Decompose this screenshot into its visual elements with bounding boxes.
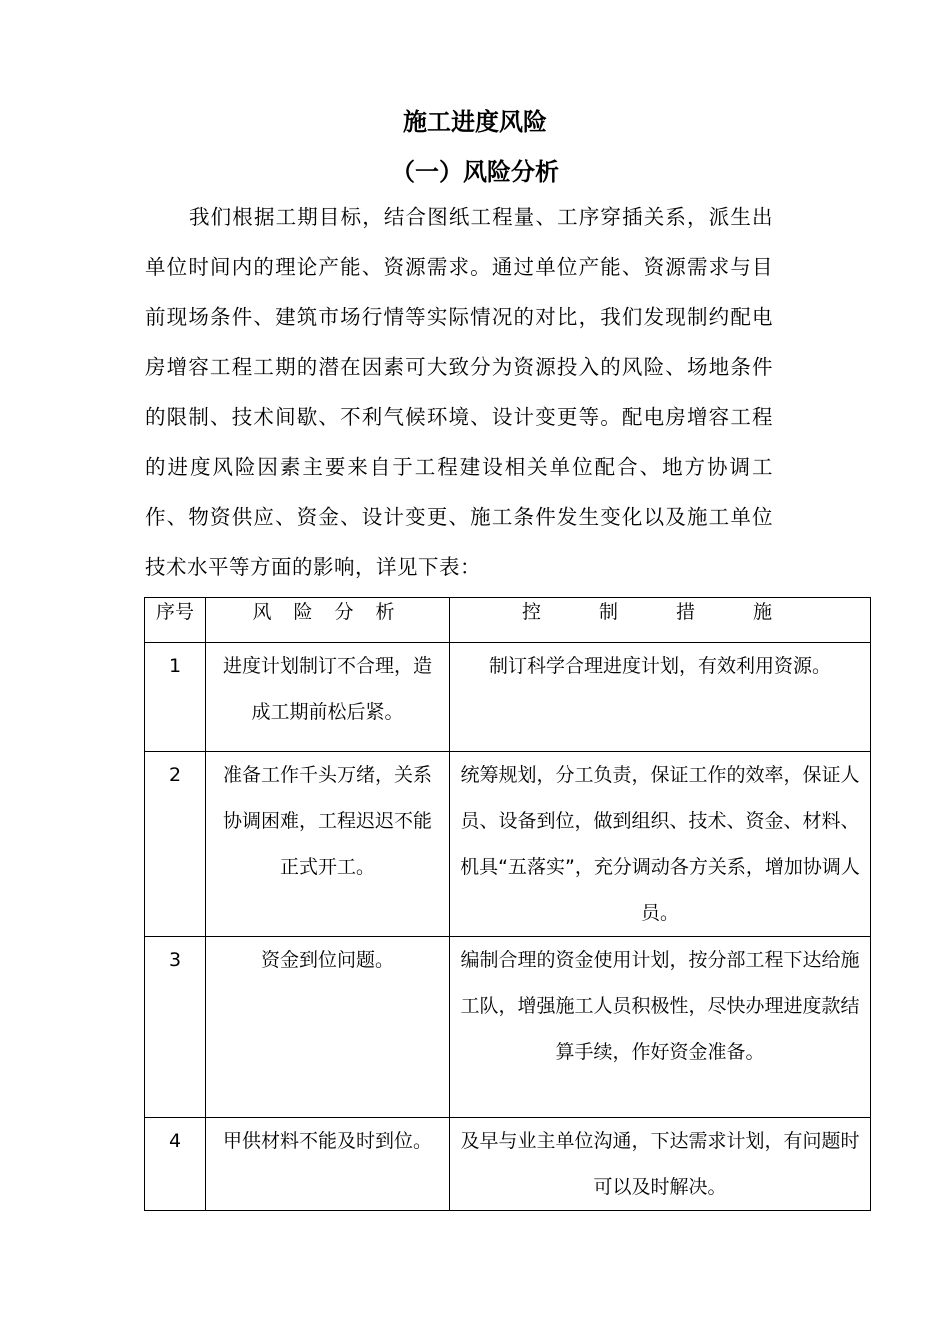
table-row (145, 752, 871, 937)
header-control-measures: 控 制 措 施 (450, 598, 871, 643)
row-measure: 制订科学合理进度计划，有效利用资源。 (450, 643, 871, 752)
table-row (145, 643, 871, 752)
row-risk: 进度计划制订不合理，造成工期前松后紧。 (206, 643, 450, 752)
row-index: 3 (145, 937, 206, 1118)
row-index: 2 (145, 752, 206, 937)
row-measure: 编制合理的资金使用计划，按分部工程下达给施工队，增强施工人员积极性，尽快办理进度款结算手续，作好资金准备。 (450, 937, 871, 1118)
risk-table (144, 597, 871, 1211)
row-index: 4 (145, 1118, 206, 1211)
header-index: 序号 (145, 598, 206, 643)
row-risk: 准备工作千头万绪，关系协调困难，工程迟迟不能正式开工。 (206, 752, 450, 937)
table-row (145, 1118, 871, 1211)
section-title: （一）风险分析 (391, 158, 559, 186)
table-header-row (145, 598, 871, 643)
row-measure: 及早与业主单位沟通，下达需求计划，有问题时可以及时解决。 (450, 1118, 871, 1211)
row-measure: 统筹规划，分工负责，保证工作的效率，保证人员、设备到位，做到组织、技术、资金、材料、机具“五落实”，充分调动各方关系，增加协调人员。 (450, 752, 871, 937)
table-row (145, 937, 871, 1118)
row-risk: 资金到位问题。 (206, 937, 450, 1118)
analysis-paragraph: 我们根据工期目标，结合图纸工程量、工序穿插关系，派生出单位时间内的理论产能、资源需求。通过单位产能、资源需求与目前现场条件、建筑市场行情等实际情况的对比，我们发现制约配电房增容工程工期的潜在因素可大致分为资源投入的风险、场地条件的限制、技术间歇、不利气候环境、设计变更等。配电房增容工程的进度风险因素主要来自于工程建设相关单位配合、地方协调工作、物资供应、资金、设计变更、施工条件发生变化以及施工单位技术水平等方面的影响，详见下表： (145, 205, 773, 579)
header-risk-analysis: 风 险 分 析 (206, 598, 450, 643)
row-index: 1 (145, 643, 206, 752)
row-risk: 甲供材料不能及时到位。 (206, 1118, 450, 1211)
document-title: 施工进度风险 (403, 108, 547, 136)
